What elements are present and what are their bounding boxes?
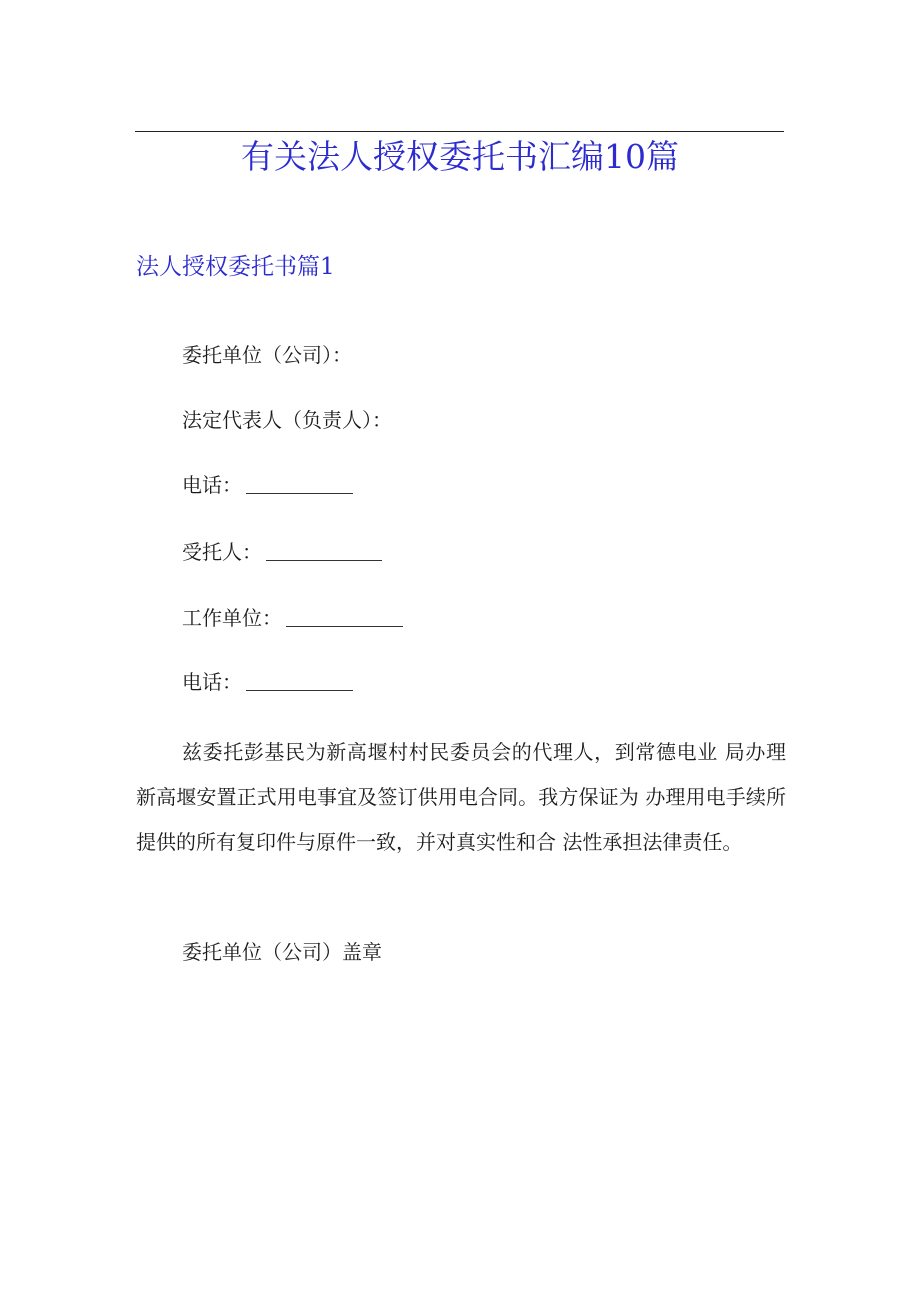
blank-line [266,559,382,561]
document-title: 有关法人授权委托书汇编10篇 [241,137,679,176]
field-work-unit [182,603,403,633]
section-heading: 法人授权委托书篇1 [136,254,335,280]
authorization-paragraph: 兹委托彭基民为新高堰村村民委员会的代理人，到常德电业 局办理新高堰安置正式用电事宜及签订供用电合同。我方保证为 办理用电手续所提供的所有复印件与原件一致，并对真实性和合 法性承担法律责任。 [136,740,786,854]
field-label: 工作单位： [182,606,282,630]
field-label: 受托人： [182,540,262,564]
field-label: 电话： [182,670,242,694]
field-phone-2 [182,667,353,697]
field-trustee [182,537,382,567]
field-label: 电话： [182,473,242,497]
seal-line: 委托单位（公司）盖章 [182,940,382,964]
title-top-rule [135,131,784,132]
blank-line [246,492,353,494]
field-label: 法定代表人（负责人）： [182,408,392,432]
field-phone-1 [182,470,353,500]
blank-line [246,689,353,691]
blank-line [286,625,403,627]
field-legal-representative [182,405,392,435]
field-label: 委托单位（公司）： [182,343,352,367]
field-entrusting-unit [182,340,352,370]
